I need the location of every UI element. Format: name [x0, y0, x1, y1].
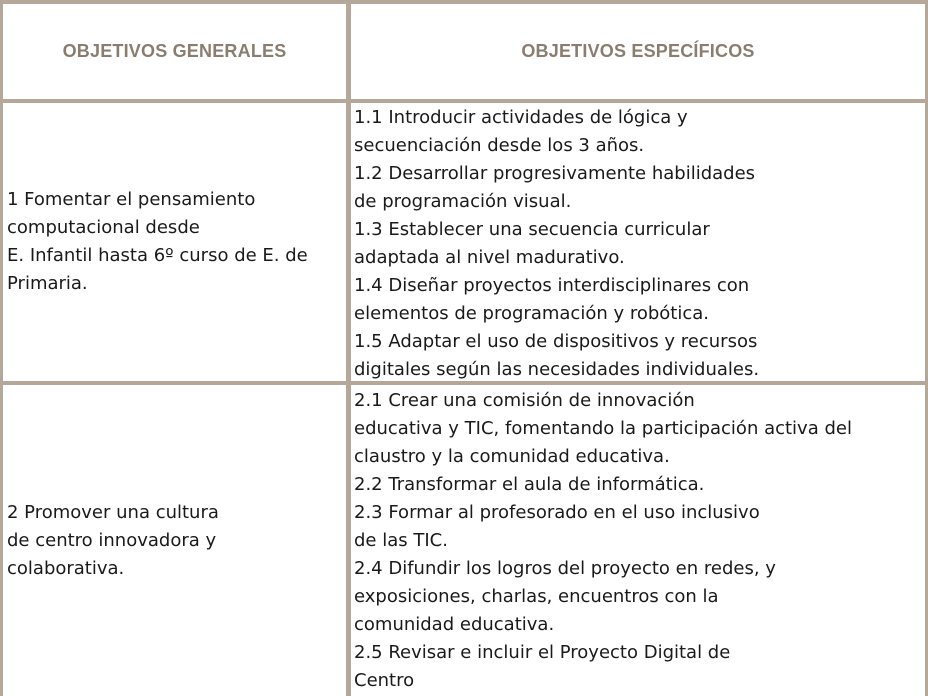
header-general-label: OBJETIVOS GENERALES: [62, 41, 287, 61]
text-line: 1.4 Diseñar proyectos interdisciplinares con: [354, 275, 750, 296]
text-line: 2.5 Revisar e incluir el Proyecto Digital de: [354, 642, 731, 663]
text-line: 1.5 Adaptar el uso de dispositivos y recursos: [354, 331, 758, 352]
text-line: 1.1 Introducir actividades de lógica y: [354, 107, 688, 128]
text-line: comunidad educativa.: [354, 614, 555, 635]
text-line: 1 Fomentar el pensamiento: [7, 189, 256, 210]
text-line: 1.3 Establecer una secuencia curricular: [354, 219, 710, 240]
text-line: Centro: [354, 670, 415, 691]
row1-general-text: [7, 186, 308, 298]
row2-general-objective: [3, 385, 346, 696]
text-line: de centro innovadora y: [7, 529, 217, 551]
text-line: secuenciación desde los 3 años.: [354, 135, 645, 156]
text-line: colaborativa.: [7, 557, 125, 579]
text-line: 2.3 Formar al profesorado en el uso inclusivo: [354, 502, 760, 523]
header-general-objectives: [3, 4, 346, 99]
header-specific-label: OBJETIVOS ESPECÍFICOS: [521, 41, 755, 61]
text-line: digitales según las necesidades individuales.: [354, 359, 760, 380]
text-line: educativa y TIC, fomentando la participación activa del: [354, 418, 852, 439]
text-line: adaptada al nivel madurativo.: [354, 247, 625, 268]
text-line: E. Infantil hasta 6º curso de E. de: [7, 245, 308, 266]
header-specific-objectives: [351, 4, 925, 99]
text-line: 2.1 Crear una comisión de innovación: [354, 390, 695, 411]
text-line: de programación visual.: [354, 191, 572, 212]
text-line: Primaria.: [7, 273, 88, 294]
text-line: 2.2 Transformar el aula de informática.: [354, 474, 705, 495]
text-line: exposiciones, charlas, encuentros con la: [354, 586, 719, 607]
text-line: claustro y la comunidad educativa.: [354, 446, 670, 467]
text-line: computacional desde: [7, 217, 200, 238]
row1-general-objective: [3, 103, 346, 381]
text-line: 2 Promover una cultura: [7, 501, 219, 523]
row1-specific-objectives: [351, 103, 925, 381]
text-line: de las TIC.: [354, 530, 448, 551]
row2-general-text: [7, 499, 219, 583]
text-line: 2.4 Difundir los logros del proyecto en redes, y: [354, 558, 776, 579]
row2-specific-objectives: [351, 385, 925, 696]
text-line: 1.2 Desarrollar progresivamente habilidades: [354, 163, 756, 184]
text-line: elementos de programación y robótica.: [354, 303, 709, 324]
